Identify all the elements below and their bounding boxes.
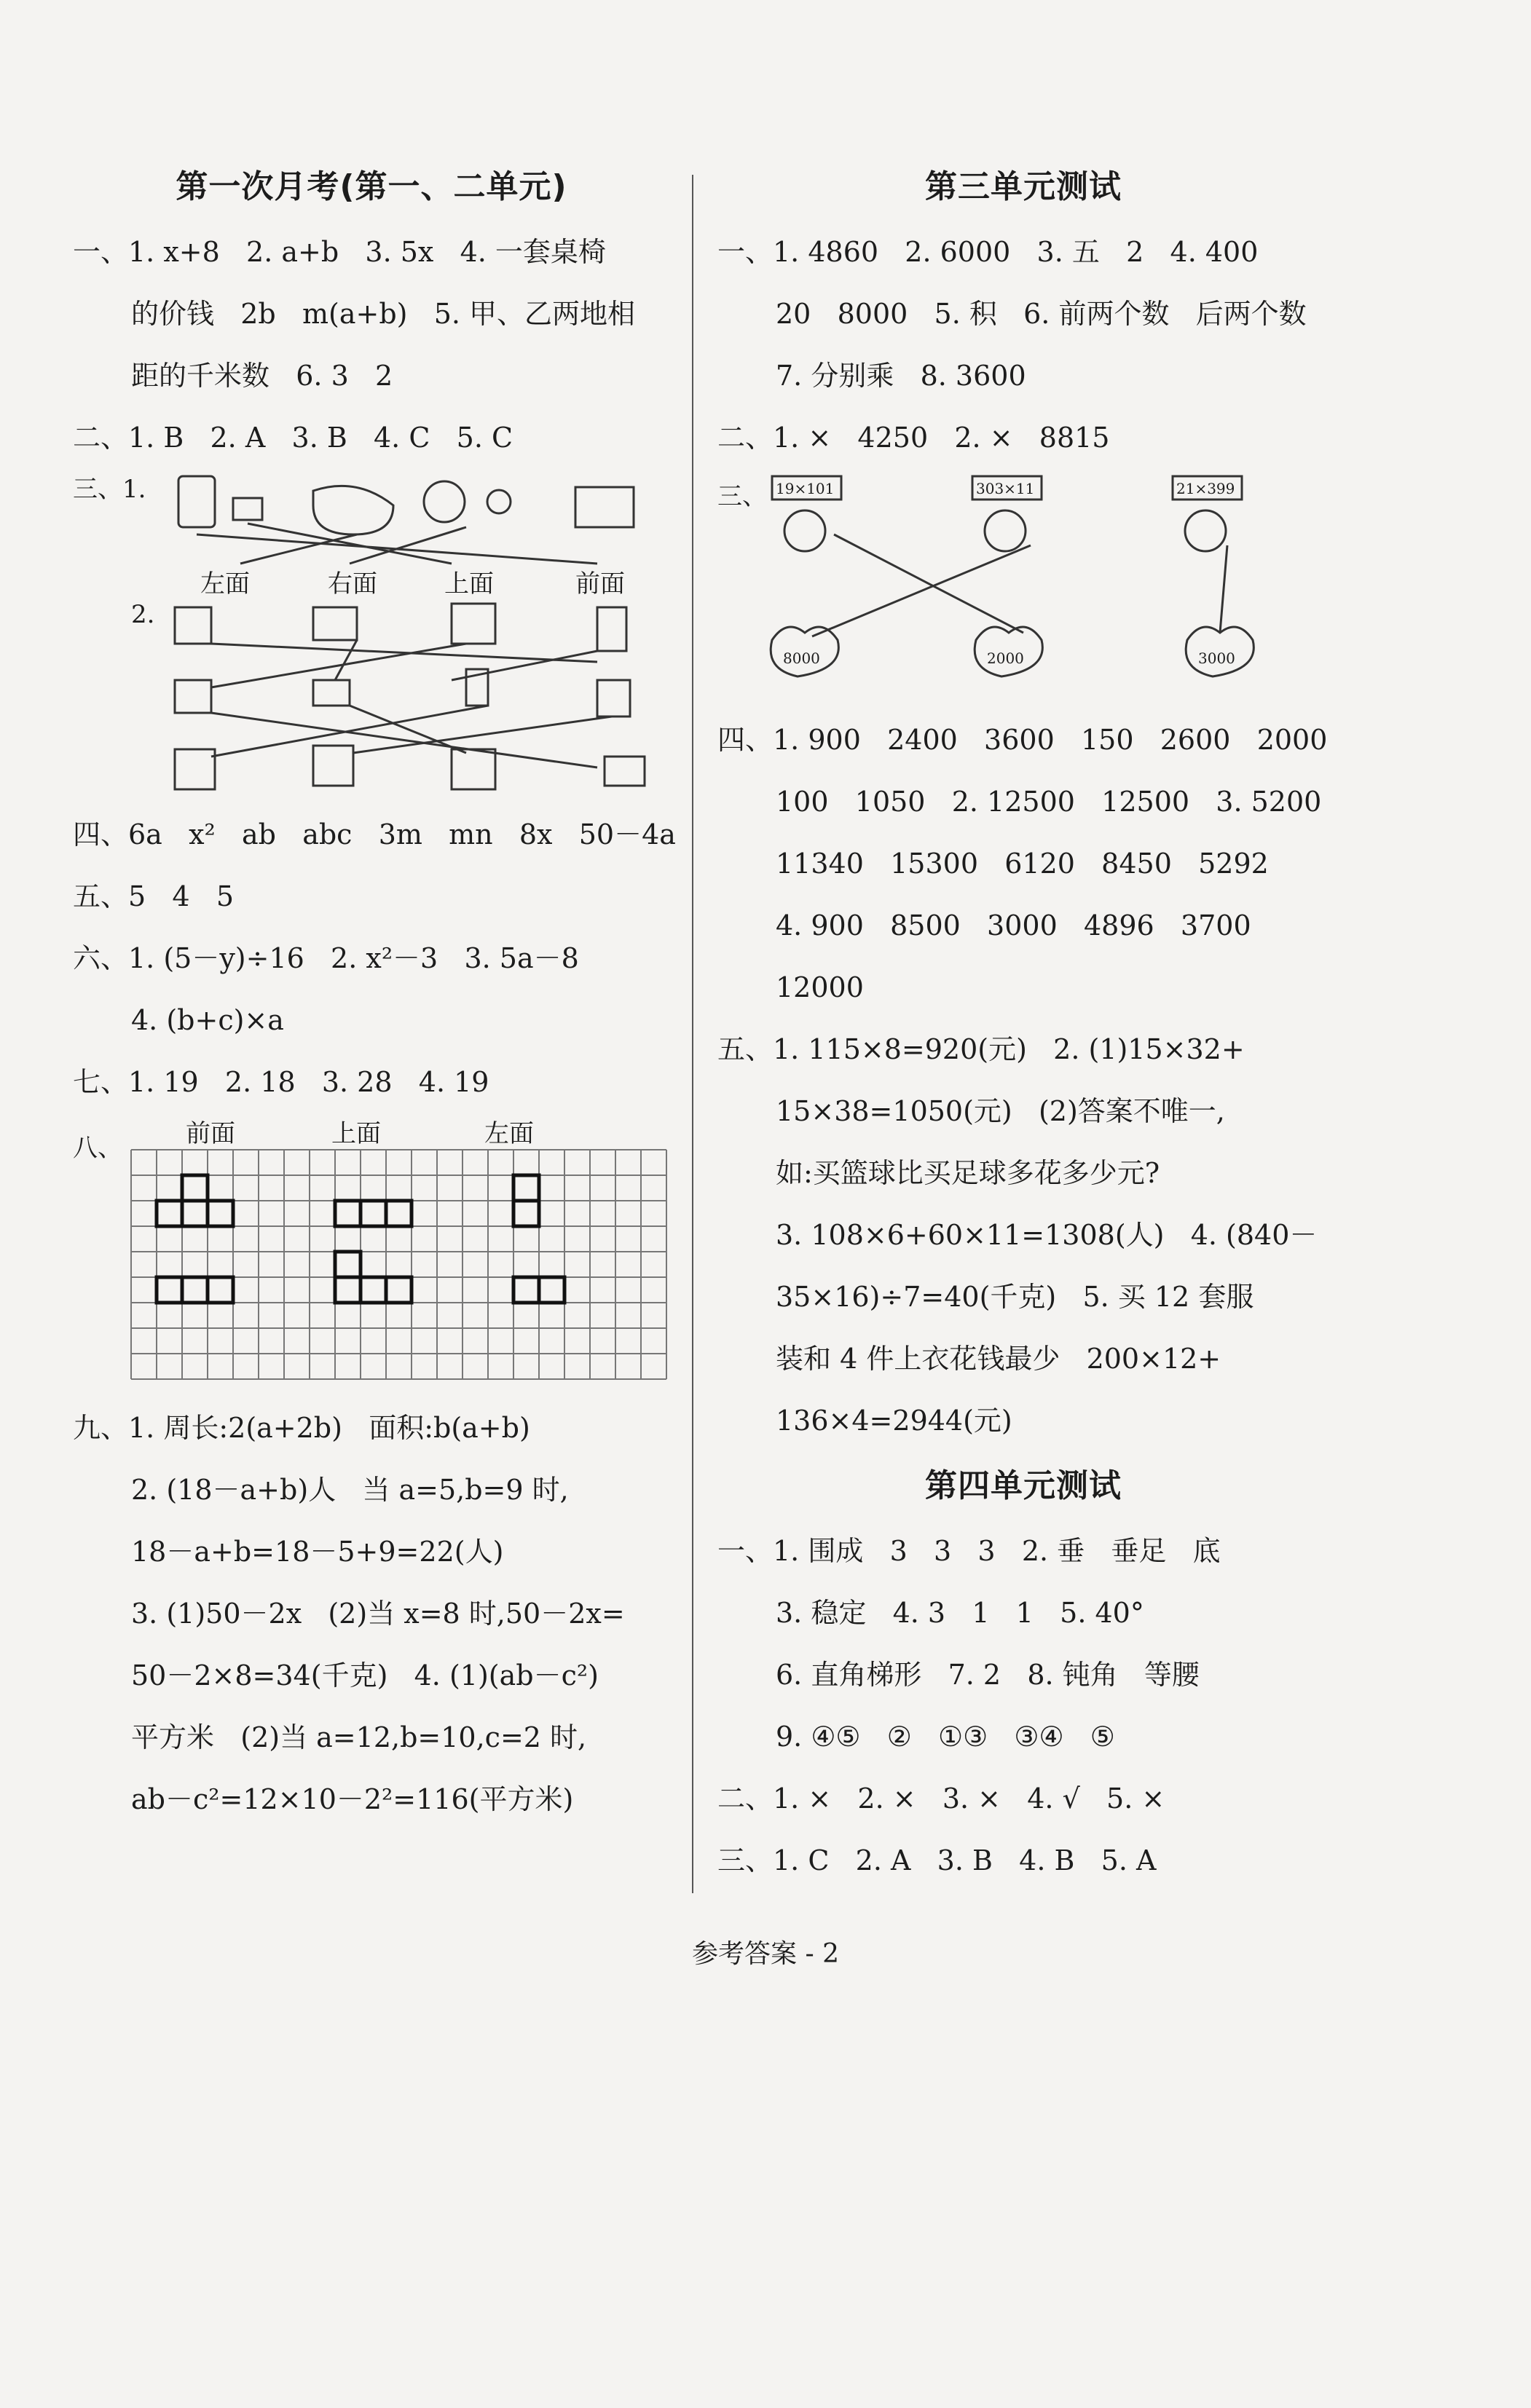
s8-label: 八、 <box>73 1134 122 1163</box>
s9-line-4: 3. (1)50－2x (2)当 x=8 时,50－2x= <box>131 1598 625 1630</box>
cup-icon <box>233 498 262 520</box>
s4-line: 四、6a x² ab abc 3m mn 8x 50－4a <box>73 818 676 850</box>
view-label-left: 左面 <box>200 569 250 599</box>
r-s5-line-1: 五、1. 115×8=920(元) 2. (1)15×32+ <box>717 1033 1245 1065</box>
teapot-views-figure <box>73 469 670 600</box>
grid-paper <box>73 1113 670 1397</box>
r-s4-line-1: 四、1. 900 2400 3600 150 2600 2000 <box>717 724 1328 756</box>
s3-label: 三、1. <box>73 475 146 504</box>
s6-line-1: 六、1. (5－y)÷16 2. x²－3 3. 5a－8 <box>73 942 579 974</box>
r-s1-line-3: 7. 分别乘 8. 3600 <box>776 360 1026 392</box>
r-s4-line-5: 12000 <box>776 971 864 1003</box>
r-s4-line-4: 4. 900 8500 3000 4896 3700 <box>776 909 1251 942</box>
teapot-right-icon <box>575 487 634 527</box>
grid-label-left: 左面 <box>484 1119 534 1148</box>
teapot-front-icon <box>313 486 393 534</box>
view-label-right: 右面 <box>328 569 377 599</box>
r-s4-line-2: 100 1050 2. 12500 12500 3. 5200 <box>776 786 1322 818</box>
right-column <box>717 160 1329 1892</box>
r-s2-line: 二、1. × 4250 2. × 8815 <box>717 422 1110 454</box>
right-title-2: 第四单元测试 <box>925 1467 1122 1504</box>
monkey-icon <box>1185 510 1226 551</box>
u4-s2-line: 二、1. × 2. × 3. × 4. √ 5. × <box>717 1783 1165 1815</box>
left-column <box>73 160 676 1831</box>
cube-views-figure <box>73 600 670 804</box>
view-label-front: 前面 <box>575 569 625 599</box>
s9-line-7: ab－c²=12×10－2²=116(平方米) <box>131 1783 574 1815</box>
sign-3: 21×399 <box>1176 480 1235 497</box>
teapot-top-icon <box>424 481 465 522</box>
u4-s1-line-4: 9. ④⑤ ② ①③ ③④ ⑤ <box>776 1721 1115 1753</box>
r-s5-line-3: 如:买篮球比买足球多花多少元? <box>776 1157 1160 1189</box>
s3-2-label: 2. <box>131 600 155 629</box>
page-footer: 参考答案 - 2 <box>692 1939 839 1969</box>
s9-line-3: 18－a+b=18－5+9=22(人) <box>131 1536 504 1568</box>
r-s3-label: 三、 <box>717 482 767 511</box>
monkey-icon <box>784 510 825 551</box>
left-title: 第一次月考(第一、二单元) <box>176 168 567 205</box>
peach-value-1: 8000 <box>783 650 820 667</box>
s7-line: 七、1. 19 2. 18 3. 28 4. 19 <box>73 1066 489 1098</box>
s5-line: 五、5 4 5 <box>73 880 235 912</box>
s9-line-2: 2. (18－a+b)人 当 a=5,b=9 时, <box>131 1474 569 1506</box>
u4-s3-line: 三、1. C 2. A 3. B 4. B 5. A <box>717 1844 1157 1876</box>
r-s4-line-3: 11340 15300 6120 8450 5292 <box>776 848 1269 880</box>
r-s5-line-4: 3. 108×6+60×11=1308(人) 4. (840－ <box>776 1219 1318 1251</box>
s1-line-1: 一、1. x+8 2. a+b 3. 5x 4. 一套桌椅 <box>73 236 606 268</box>
s9-line-1: 九、1. 周长:2(a+2b) 面积:b(a+b) <box>73 1412 530 1444</box>
cube-views-drawing <box>73 600 670 804</box>
u4-s1-line-1: 一、1. 围成 3 3 3 2. 垂 垂足 底 <box>717 1535 1221 1567</box>
lid-top-icon <box>487 490 511 513</box>
teapot-side-icon <box>178 476 215 527</box>
monkey-peach-drawing <box>717 469 1329 709</box>
u4-s1-line-2: 3. 稳定 4. 3 1 1 5. 40° <box>776 1597 1144 1629</box>
peach-value-2: 2000 <box>987 650 1024 667</box>
s1-line-3: 距的千米数 6. 3 2 <box>131 360 393 392</box>
s1-line-2: 的价钱 2b m(a+b) 5. 甲、乙两地相 <box>131 298 636 330</box>
r-s1-line-1: 一、1. 4860 2. 6000 3. 五 2 4. 400 <box>717 236 1259 268</box>
u4-s1-line-3: 6. 直角梯形 7. 2 8. 钝角 等腰 <box>776 1659 1200 1691</box>
s6-line-2: 4. (b+c)×a <box>131 1004 284 1036</box>
grid-views-figure <box>73 1113 670 1397</box>
grid-label-front: 前面 <box>186 1119 235 1148</box>
view-label-top: 上面 <box>444 569 494 599</box>
column-divider <box>692 175 693 1893</box>
r-s5-line-6: 装和 4 件上衣花钱最少 200×12+ <box>776 1343 1221 1375</box>
right-title: 第三单元测试 <box>925 168 1122 205</box>
r-s1-line-2: 20 8000 5. 积 6. 前两个数 后两个数 <box>776 298 1307 330</box>
monkey-peach-figure <box>717 469 1329 709</box>
peach-value-3: 3000 <box>1198 650 1235 667</box>
sign-1: 19×101 <box>776 480 835 497</box>
r-s5-line-5: 35×16)÷7=40(千克) 5. 买 12 套服 <box>776 1281 1254 1313</box>
r-s5-line-2: 15×38=1050(元) (2)答案不唯一, <box>776 1095 1225 1127</box>
s2-line: 二、1. B 2. A 3. B 4. C 5. C <box>73 422 513 454</box>
monkey-icon <box>985 510 1026 551</box>
r-s5-line-7: 136×4=2944(元) <box>776 1405 1012 1437</box>
sign-2: 303×11 <box>976 480 1035 497</box>
s9-line-5: 50－2×8=34(千克) 4. (1)(ab－c²) <box>131 1659 599 1691</box>
s9-line-6: 平方米 (2)当 a=12,b=10,c=2 时, <box>131 1721 587 1753</box>
grid-label-top: 上面 <box>331 1119 381 1148</box>
